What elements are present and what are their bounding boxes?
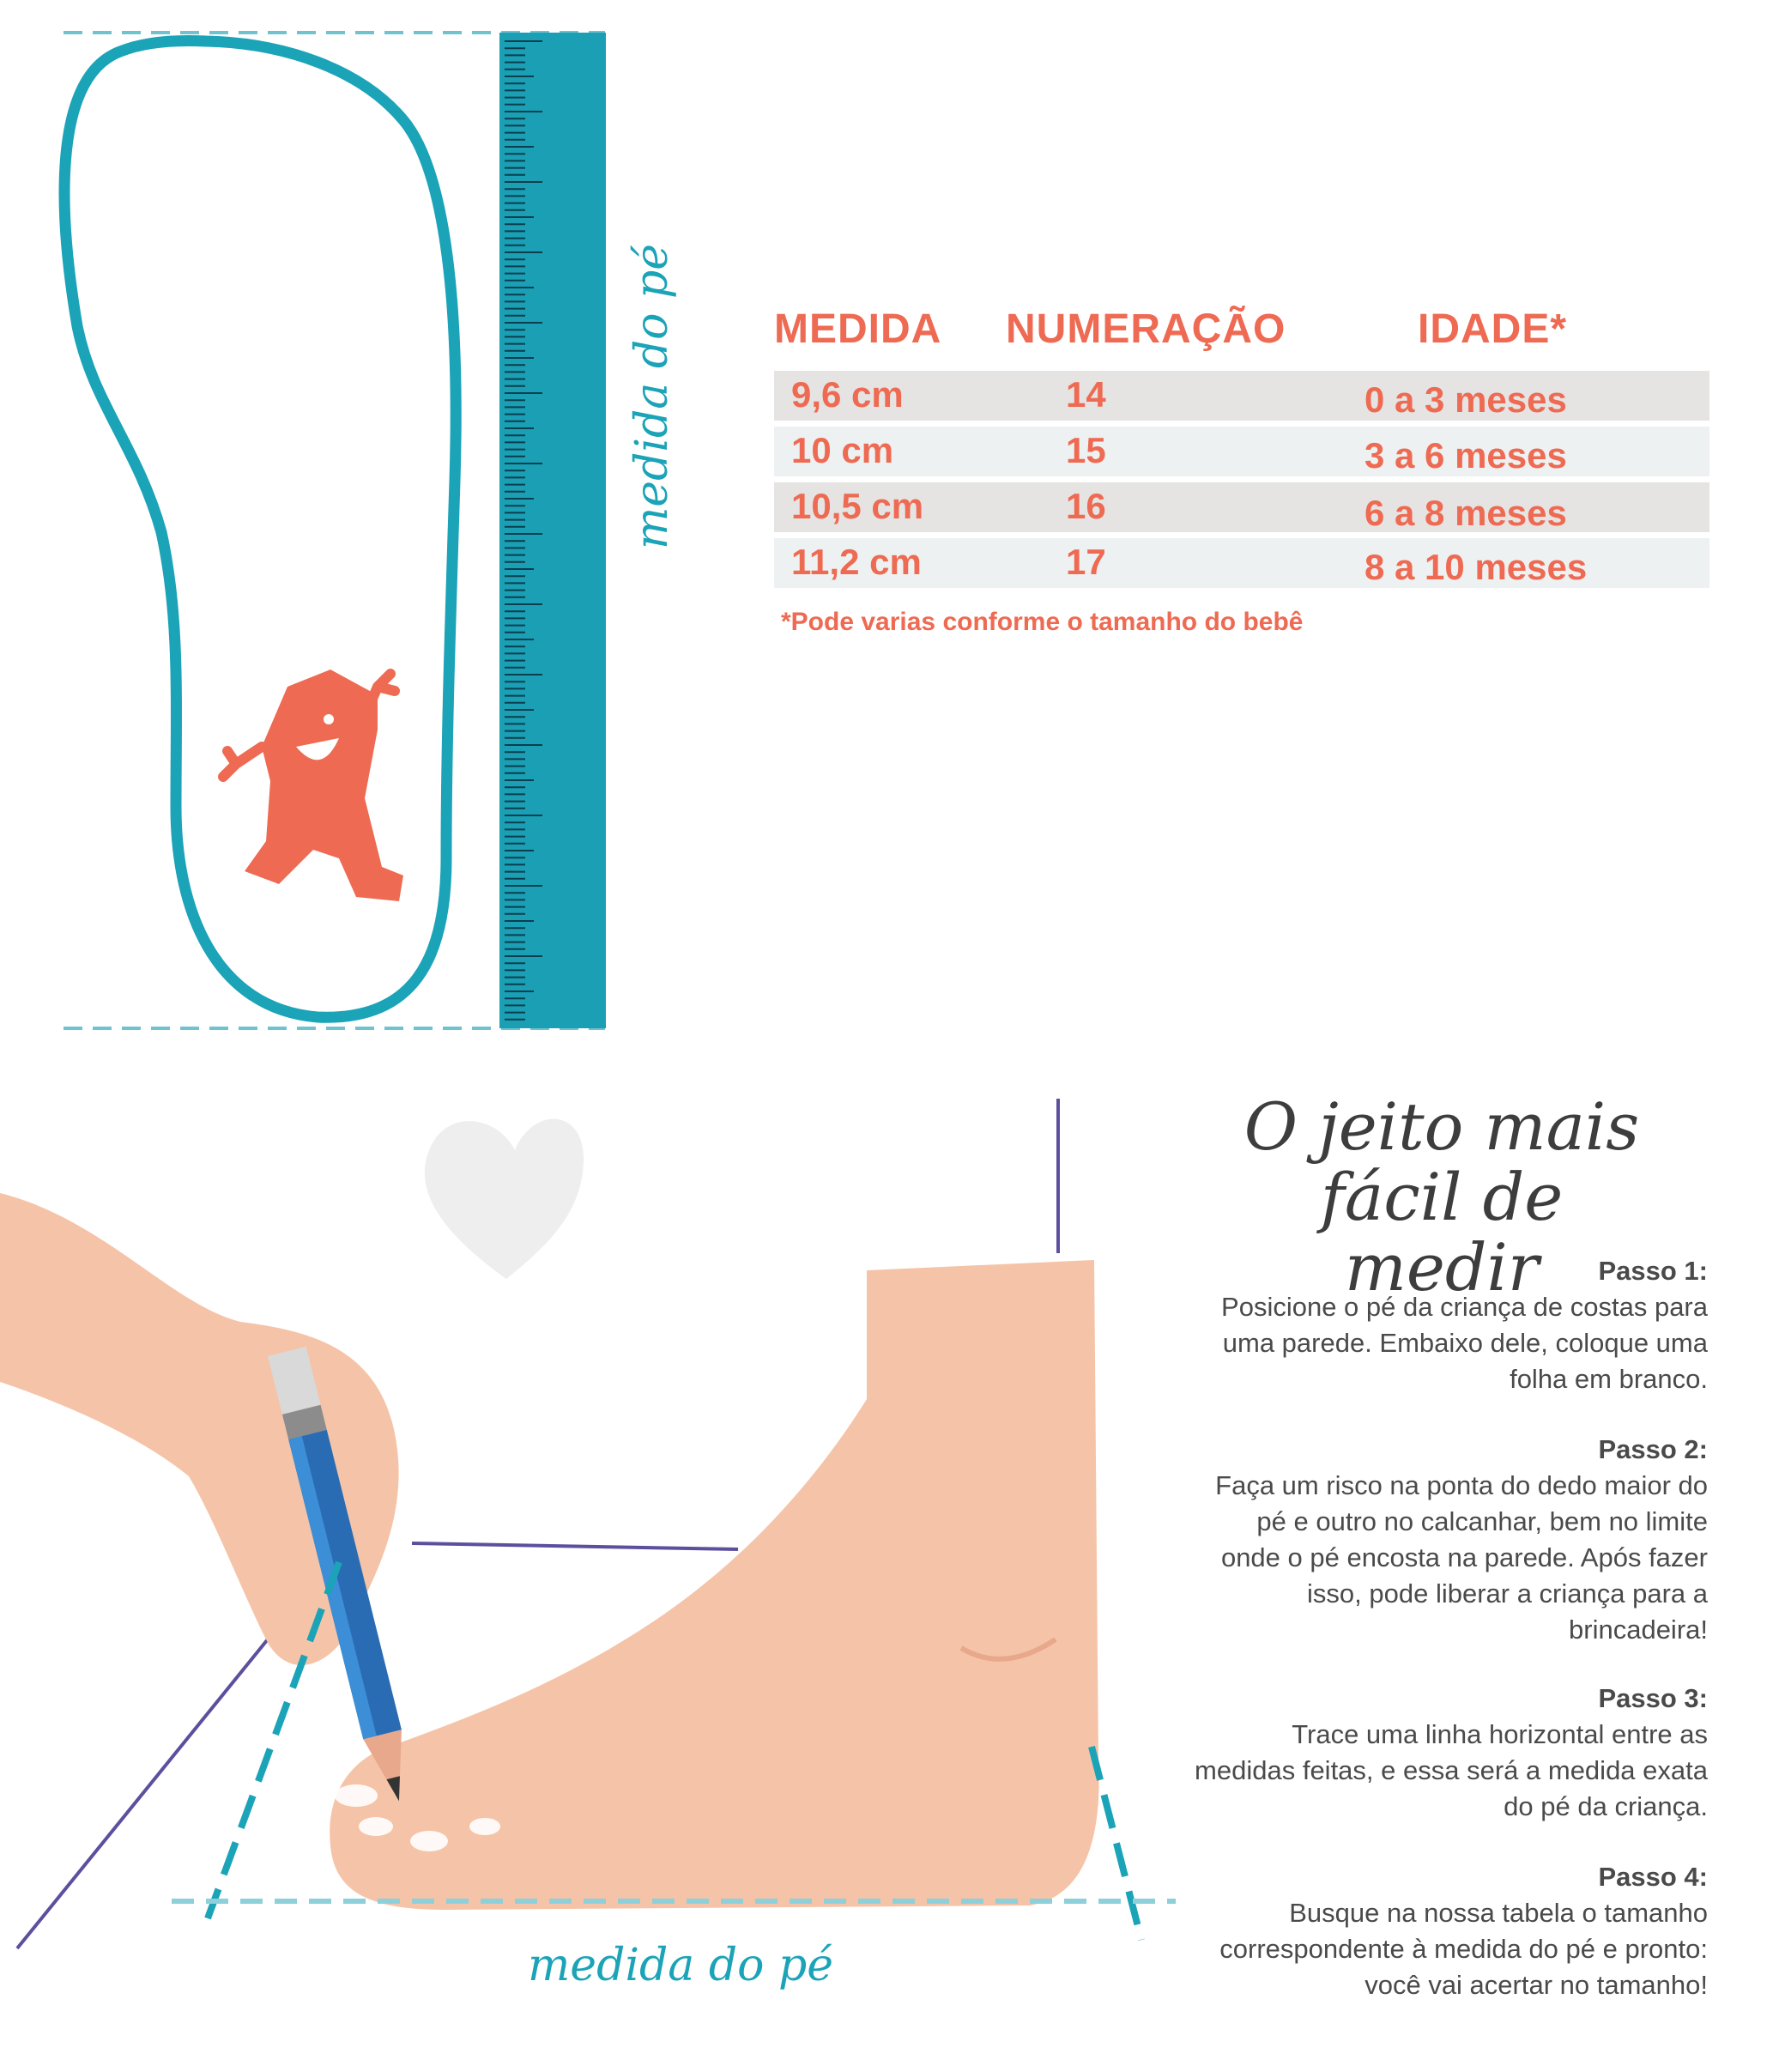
- cell-medida: 10 cm: [791, 430, 894, 470]
- cell-idade: 6 a 8 meses: [1364, 493, 1567, 533]
- step-text: Posicione o pé da criança de costas para uma parede. Embaixo dele, coloque uma folha em branco.: [1221, 1292, 1708, 1394]
- step-3: [1193, 1681, 1708, 1825]
- foot-icon: [330, 1260, 1098, 1910]
- header-numeracao: NUMERAÇÃO: [1006, 306, 1286, 352]
- header-idade: IDADE*: [1418, 306, 1568, 352]
- step-1: [1193, 1253, 1708, 1397]
- measuring-illustration: [0, 1073, 1201, 2072]
- step-label: Passo 1:: [1598, 1256, 1708, 1286]
- title-line-1: O jeito mais: [1243, 1088, 1640, 1165]
- cell-medida: 9,6 cm: [791, 374, 904, 415]
- step-2: [1193, 1432, 1708, 1648]
- cell-numeracao: 17: [1066, 542, 1106, 582]
- cell-idade: 3 a 6 meses: [1364, 435, 1567, 476]
- table-footnote: *Pode varias conforme o tamanho do bebê: [781, 608, 1304, 636]
- table-row: [774, 482, 1709, 532]
- mascot-icon: [223, 669, 403, 901]
- step-text: Busque na nossa tabela o tamanho correspondente à medida do pé e pronto: você vai acertar no tamanho!: [1219, 1898, 1708, 2000]
- cell-medida: 10,5 cm: [791, 486, 924, 526]
- step-label: Passo 2:: [1598, 1434, 1708, 1464]
- table-row: [774, 538, 1709, 588]
- step-label: Passo 3:: [1598, 1683, 1708, 1713]
- header-medida: MEDIDA: [774, 306, 942, 352]
- cell-numeracao: 16: [1066, 486, 1106, 526]
- step-4: [1193, 1859, 1708, 2003]
- floor-label: medida do pé: [528, 1940, 834, 1991]
- ruler-label: medida do pé: [626, 243, 678, 549]
- cell-idade: 8 a 10 meses: [1364, 547, 1588, 587]
- footprint-illustration: [0, 0, 652, 1047]
- table-row: [774, 371, 1709, 421]
- cell-numeracao: 14: [1066, 374, 1106, 415]
- table-row: [774, 427, 1709, 476]
- step-text: Trace uma linha horizontal entre as medidas feitas, e essa será a medida exata do pé da criança.: [1195, 1719, 1708, 1821]
- cell-idade: 0 a 3 meses: [1364, 379, 1567, 420]
- cell-numeracao: 15: [1066, 430, 1106, 470]
- step-text: Faça um risco na ponta do dedo maior do pé e outro no calcanhar, bem no limite onde o pé encosta na parede. Após fazer isso, pode liberar a criança para a brincadeira!: [1215, 1470, 1708, 1645]
- cell-medida: 11,2 cm: [791, 542, 922, 582]
- heart-icon: [425, 1119, 584, 1279]
- step-label: Passo 4:: [1598, 1862, 1708, 1892]
- title-line-2: fácil de medir: [1320, 1159, 1564, 1306]
